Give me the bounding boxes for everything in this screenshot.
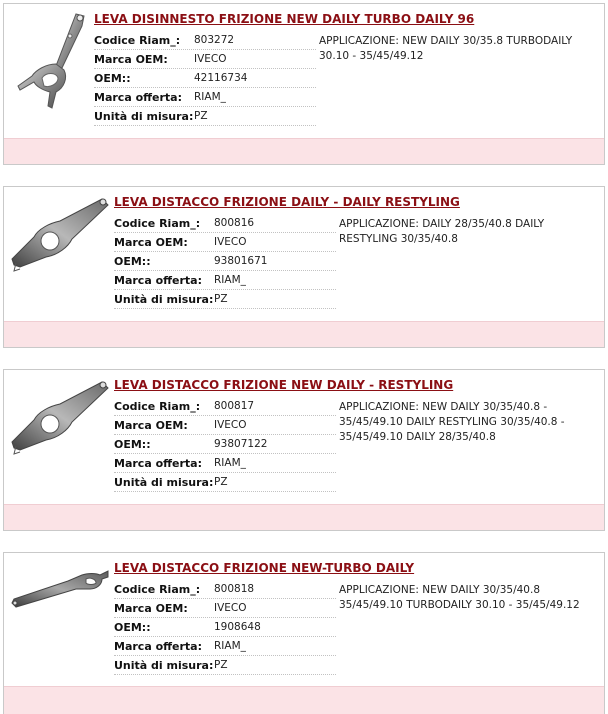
spec-value-codice: 800817 <box>214 400 255 412</box>
spec-label: Marca OEM: <box>114 418 188 432</box>
spec-row-codice <box>114 397 336 416</box>
product-title-link[interactable]: LEVA DISTACCO FRIZIONE NEW DAILY - RESTYLING <box>114 378 454 392</box>
product-title-link[interactable]: LEVA DISTACCO FRIZIONE DAILY - DAILY RESTYLING <box>114 195 460 209</box>
spec-label: Marca offerta: <box>114 456 202 470</box>
product-card <box>3 186 605 348</box>
spec-label: Marca offerta: <box>94 90 182 104</box>
spec-value-marca-oem: IVECO <box>214 419 247 431</box>
spec-label: Marca offerta: <box>114 639 202 653</box>
spec-value-oem: 42116734 <box>194 72 248 84</box>
card-footer <box>4 321 604 347</box>
product-card <box>3 552 605 714</box>
spec-row-unita <box>114 473 336 492</box>
spec-label: Unità di misura: <box>114 475 214 489</box>
product-image[interactable] <box>10 195 110 275</box>
spec-row-unita <box>114 656 336 675</box>
spec-row-oem <box>114 252 336 271</box>
spec-value-marca-offerta: RIAM_ <box>194 91 226 103</box>
applicazione-text: APPLICAZIONE: NEW DAILY 30/35/40.8 - 35/45/49.10 DAILY RESTYLING 30/35/40.8 - 35/45/49.10 DAILY 28/35/40.8 <box>339 401 565 443</box>
spec-row-marca-oem <box>114 233 336 252</box>
spec-label: OEM:: <box>114 437 151 451</box>
spec-label: Unità di misura: <box>114 292 214 306</box>
card-footer <box>4 686 604 714</box>
spec-row-marca-oem <box>94 50 316 69</box>
applicazione-text: APPLICAZIONE: NEW DAILY 30/35.8 TURBODAILY 30.10 - 35/45/49.12 <box>319 35 573 62</box>
product-card <box>3 369 605 531</box>
fork-lever-icon <box>10 567 110 617</box>
spec-row-oem <box>114 435 336 454</box>
product-title-link[interactable]: LEVA DISTACCO FRIZIONE NEW-TURBO DAILY <box>114 561 415 575</box>
spec-row-codice <box>114 580 336 599</box>
fork-lever-icon <box>12 8 92 112</box>
product-specs <box>114 214 336 309</box>
product-card <box>3 3 605 165</box>
spec-value-marca-oem: IVECO <box>214 602 247 614</box>
spec-label: Codice Riam_: <box>94 33 181 47</box>
spec-value-marca-offerta: RIAM_ <box>214 274 246 286</box>
product-specs <box>114 397 336 492</box>
spec-value-marca-oem: IVECO <box>214 236 247 248</box>
spec-row-marca-offerta <box>114 271 336 290</box>
product-title-link[interactable]: LEVA DISINNESTO FRIZIONE NEW DAILY TURBO DAILY 96 <box>94 12 475 26</box>
spec-value-unita: PZ <box>194 110 208 122</box>
release-lever-icon <box>10 195 110 275</box>
spec-value-codice: 803272 <box>194 34 235 46</box>
release-lever-icon <box>10 378 110 458</box>
card-footer <box>4 504 604 530</box>
spec-label: Marca offerta: <box>114 273 202 287</box>
spec-label: Codice Riam_: <box>114 216 201 230</box>
spec-value-codice: 800816 <box>214 217 255 229</box>
spec-value-unita: PZ <box>214 659 228 671</box>
spec-value-marca-offerta: RIAM_ <box>214 457 246 469</box>
spec-value-codice: 800818 <box>214 583 255 595</box>
spec-label: Marca OEM: <box>114 235 188 249</box>
spec-row-marca-oem <box>114 599 336 618</box>
spec-label: Codice Riam_: <box>114 399 201 413</box>
spec-value-oem: 93807122 <box>214 438 268 450</box>
product-specs <box>94 31 316 126</box>
spec-row-oem <box>94 69 316 88</box>
spec-value-marca-offerta: RIAM_ <box>214 640 246 652</box>
spec-value-oem: 93801671 <box>214 255 268 267</box>
product-image[interactable] <box>10 378 110 458</box>
spec-label: Marca OEM: <box>94 52 168 66</box>
spec-value-marca-oem: IVECO <box>194 53 227 65</box>
spec-label: Marca OEM: <box>114 601 188 615</box>
product-image[interactable] <box>10 567 110 617</box>
spec-row-oem <box>114 618 336 637</box>
product-image[interactable] <box>12 8 92 112</box>
spec-value-unita: PZ <box>214 293 228 305</box>
spec-value-unita: PZ <box>214 476 228 488</box>
spec-row-codice <box>114 214 336 233</box>
spec-row-marca-oem <box>114 416 336 435</box>
spec-label: Unità di misura: <box>114 658 214 672</box>
spec-label: OEM:: <box>94 71 131 85</box>
applicazione-text: APPLICAZIONE: DAILY 28/35/40.8 DAILY RESTYLING 30/35/40.8 <box>339 218 545 245</box>
spec-label: OEM:: <box>114 254 151 268</box>
spec-row-unita <box>94 107 316 126</box>
product-specs <box>114 580 336 675</box>
spec-value-oem: 1908648 <box>214 621 261 633</box>
spec-row-marca-offerta <box>114 637 336 656</box>
spec-row-codice <box>94 31 316 50</box>
spec-row-marca-offerta <box>94 88 316 107</box>
spec-row-unita <box>114 290 336 309</box>
spec-label: Unità di misura: <box>94 109 194 123</box>
card-footer <box>4 138 604 164</box>
spec-label: OEM:: <box>114 620 151 634</box>
spec-row-marca-offerta <box>114 454 336 473</box>
spec-label: Codice Riam_: <box>114 582 201 596</box>
applicazione-text: APPLICAZIONE: NEW DAILY 30/35/40.8 35/45/49.10 TURBODAILY 30.10 - 35/45/49.12 <box>339 584 580 611</box>
